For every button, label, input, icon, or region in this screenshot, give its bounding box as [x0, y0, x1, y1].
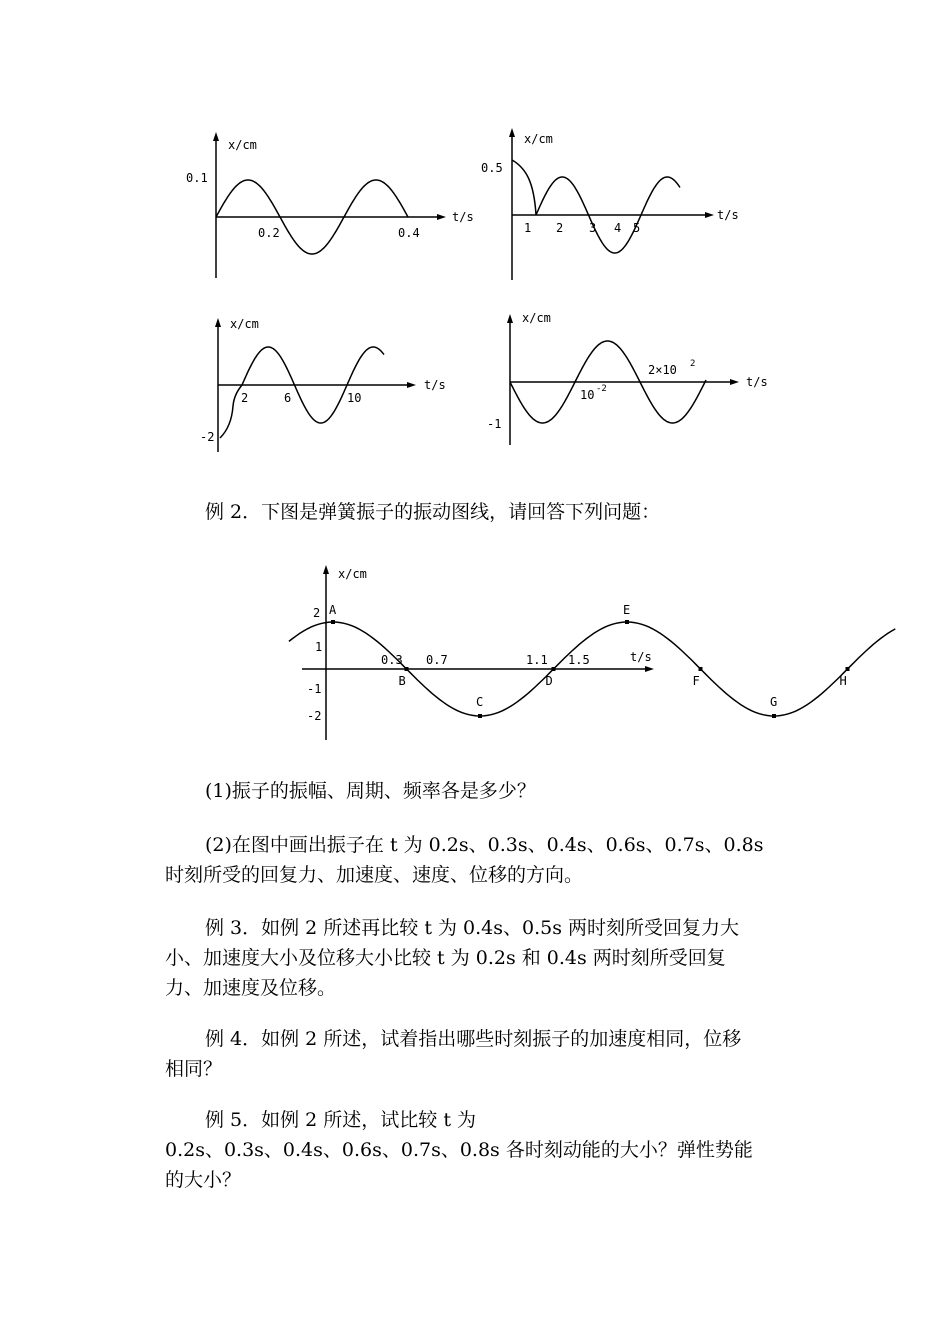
point-label-b: B [398, 674, 406, 688]
g4-x-tick-b: 2×10 [648, 363, 677, 377]
question-1: (1)振子的振幅、周期、频率各是多少？ [205, 780, 536, 802]
g2-x-tick: 3 [589, 221, 597, 235]
g1-y-tick: 0.1 [186, 171, 208, 185]
point-label-h: H [839, 674, 847, 688]
point-label-e: E [623, 603, 631, 617]
point-d [552, 667, 556, 671]
g2-x-tick: 5 [633, 221, 641, 235]
point-label-d: D [545, 674, 553, 688]
point-label-c: C [476, 695, 484, 709]
main-ylabel: x/cm [338, 567, 367, 581]
g4-y-tick: -1 [487, 417, 502, 431]
g3-x-tick: 6 [284, 391, 292, 405]
main-y-tick: 2 [313, 606, 321, 620]
example-5: 例 5．如例 2 所述，试比较 t 为 0.2s、0.3s、0.4s、0.6s、0.7s、0.8s 各时刻动能的大小？弹性势能 的大小？ [165, 1109, 753, 1191]
g3-ylabel: x/cm [230, 317, 259, 331]
point-a [331, 620, 335, 624]
main-x-arrow [645, 666, 654, 672]
main-y-tick: 1 [315, 640, 323, 654]
point-label-g: G [770, 695, 778, 709]
main-x-tick: 0.3 [381, 653, 403, 667]
g2-y-tick: 0.5 [481, 161, 503, 175]
main-y-tick: -1 [307, 682, 322, 696]
main-y-arrow [323, 565, 329, 574]
g4-xlabel: t/s [746, 375, 768, 389]
point-label-f: F [692, 674, 700, 688]
example-4: 例 4．如例 2 所述，试着指出哪些时刻振子的加速度相同，位移 相同？ [165, 1028, 742, 1080]
point-f [699, 667, 703, 671]
question-2: (2)在图中画出振子在 t 为 0.2s、0.3s、0.4s、0.6s、0.7s、0.8s 时刻所受的回复力、加速度、速度、位移的方向。 [165, 834, 764, 886]
main-xlabel: t/s [630, 650, 652, 664]
g2-x-tick: 4 [614, 221, 622, 235]
main-x-tick: 0.7 [426, 653, 448, 667]
g3-y-tick: -2 [200, 430, 215, 444]
g4-ylabel: x/cm [522, 311, 551, 325]
g4-x-tick-a: 10 [580, 388, 595, 402]
example-3: 例 3．如例 2 所述再比较 t 为 0.4s、0.5s 两时刻所受回复力大 小、加速度大小及位移大小比较 t 为 0.2s 和 0.4s 两时刻所受回复 力、加速度及位移。 [165, 917, 740, 999]
main-x-tick: 1.5 [568, 653, 590, 667]
g4-x-tick-a-exp: -2 [596, 384, 607, 394]
point-label-a: A [329, 603, 337, 617]
g2-x-tick: 2 [556, 221, 564, 235]
g1-ylabel: x/cm [228, 138, 257, 152]
g1-x-tick: 0.2 [258, 226, 280, 240]
g3-x-tick: 10 [347, 391, 362, 405]
g2-ylabel: x/cm [524, 132, 553, 146]
g3-xlabel: t/s [424, 378, 446, 392]
g1-x-tick: 0.4 [398, 226, 420, 240]
point-b [405, 667, 409, 671]
main-x-tick: 1.1 [526, 653, 548, 667]
g2-xlabel: t/s [717, 208, 739, 222]
point-h [846, 667, 850, 671]
main-y-tick: -2 [307, 709, 322, 723]
g4-x-tick-b-exp: 2 [690, 359, 696, 369]
g2-x-tick: 1 [524, 221, 532, 235]
point-e [625, 620, 629, 624]
example-2-intro: 例 2．下图是弹簧振子的振动图线，请回答下列问题： [205, 501, 661, 523]
point-g [772, 714, 776, 718]
g3-x-tick: 2 [241, 391, 249, 405]
g1-xlabel: t/s [452, 210, 474, 224]
point-c [478, 714, 482, 718]
